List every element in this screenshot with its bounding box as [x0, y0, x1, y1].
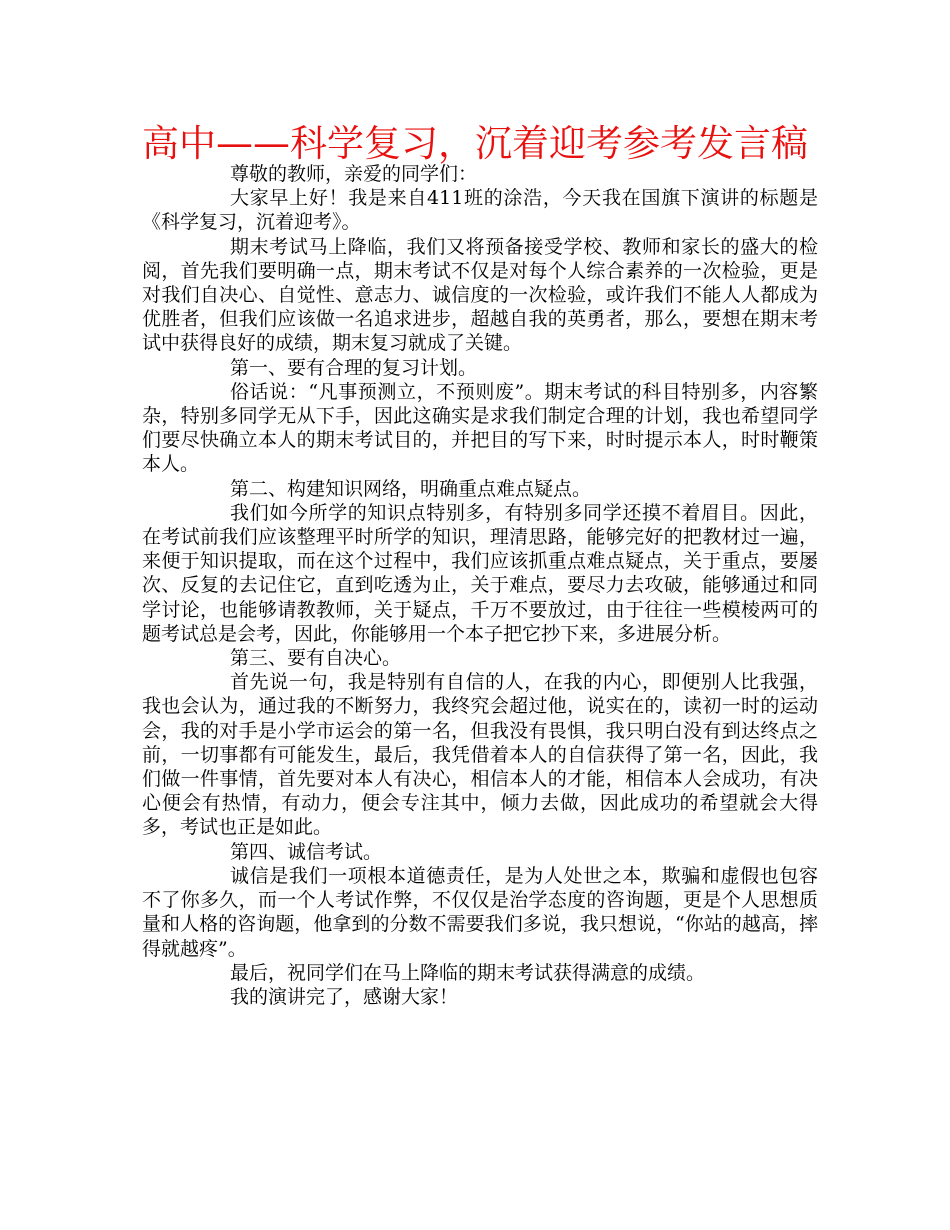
paragraph-section-3: 首先说一句，我是特别有自信的人，在我的内心，即便别人比我强，我也会认为，通过我的不断努力，我终究会超过他，说实在的，读初一时的运动会，我的对手是小学市运会的第一名，但我没有畏惧，我只明白没有到达终点之前，一切事都有可能发生，最后，我凭借着本人的自信获得了第一名，因此，我们做一件事情，首先要对本人有决心，相信本人的才能，相信本人会成功，有决心便会有热情，有动力，便会专注其中，倾力去做，因此成功的希望就会大得多，考试也正是如此。: [142, 671, 818, 839]
paragraph-thanks: 我的演讲完了，感谢大家！: [230, 985, 459, 1008]
section-heading-1: 第一、要有合理的复习计划。: [230, 356, 478, 379]
paragraph-section-1: 俗话说：“凡事预测立，不预则废”。期末考试的科目特别多，内容繁杂，特别多同学无从下手，因此这确实是求我们制定合理的计划，我也希望同学们要尽快确立本人的期末考试目的，并把目的写下来，时时提示本人，时时鞭策本人。: [142, 380, 818, 476]
paragraph-greeting: 尊敬的教师，亲爱的同学们：: [230, 163, 478, 185]
section-heading-2: 第二、构建知识网络，明确重点难点疑点。: [230, 477, 592, 500]
paragraph-overview: 期末考试马上降临，我们又将预备接受学校、教师和家长的盛大的检阅，首先我们要明确一点，期末考试不仅是对每个人综合素养的一次检验，更是对我们自决心、自觉性、意志力、诚信度的一次检验，或许我们不能人人都成为优胜者，但我们应该做一名追求进步，超越自我的英勇者，那么，要想在期末考试中获得良好的成绩，期末复习就成了关键。: [142, 235, 818, 355]
paragraph-intro: 大家早上好！我是来自411班的涂浩，今天我在国旗下演讲的标题是《科学复习，沉着迎考》。: [142, 187, 818, 234]
paragraph-closing-wish: 最后，祝同学们在马上降临的期末考试获得满意的成绩。: [230, 961, 706, 984]
paragraph-section-4: 诚信是我们一项根本道德责任，是为人处世之本，欺骗和虚假也包容不了你多久，而一个人考试作弊，不仅仅是治学态度的咨询题，更是个人思想质量和人格的咨询题，他拿到的分数不需要我们多说，我只想说，“你站的越高，摔得就越疼”。: [142, 864, 818, 960]
section-heading-4: 第四、诚信考试。: [230, 840, 383, 863]
document-title: 高中——科学复习，沉着迎考参考发言稿: [142, 122, 808, 165]
document-body: [142, 162, 818, 1009]
section-heading-3: 第三、要有自决心。: [230, 647, 402, 670]
paragraph-section-2: 我们如今所学的知识点特别多，有特别多同学还摸不着眉目。因此，在考试前我们应该整理平时所学的知识，理清思路，能够完好的把教材过一遍，来便于知识提取，而在这个过程中，我们应该抓重点难点疑点，关于重点，要屡次、反复的去记住它，直到吃透为止，关于难点，要尽力去攻破，能够通过和同学讨论，也能够请教教师，关于疑点，千万不要放过，由于往往一些模棱两可的题考试总是会考，因此，你能够用一个本子把它抄下来，多进展分析。: [142, 501, 818, 645]
